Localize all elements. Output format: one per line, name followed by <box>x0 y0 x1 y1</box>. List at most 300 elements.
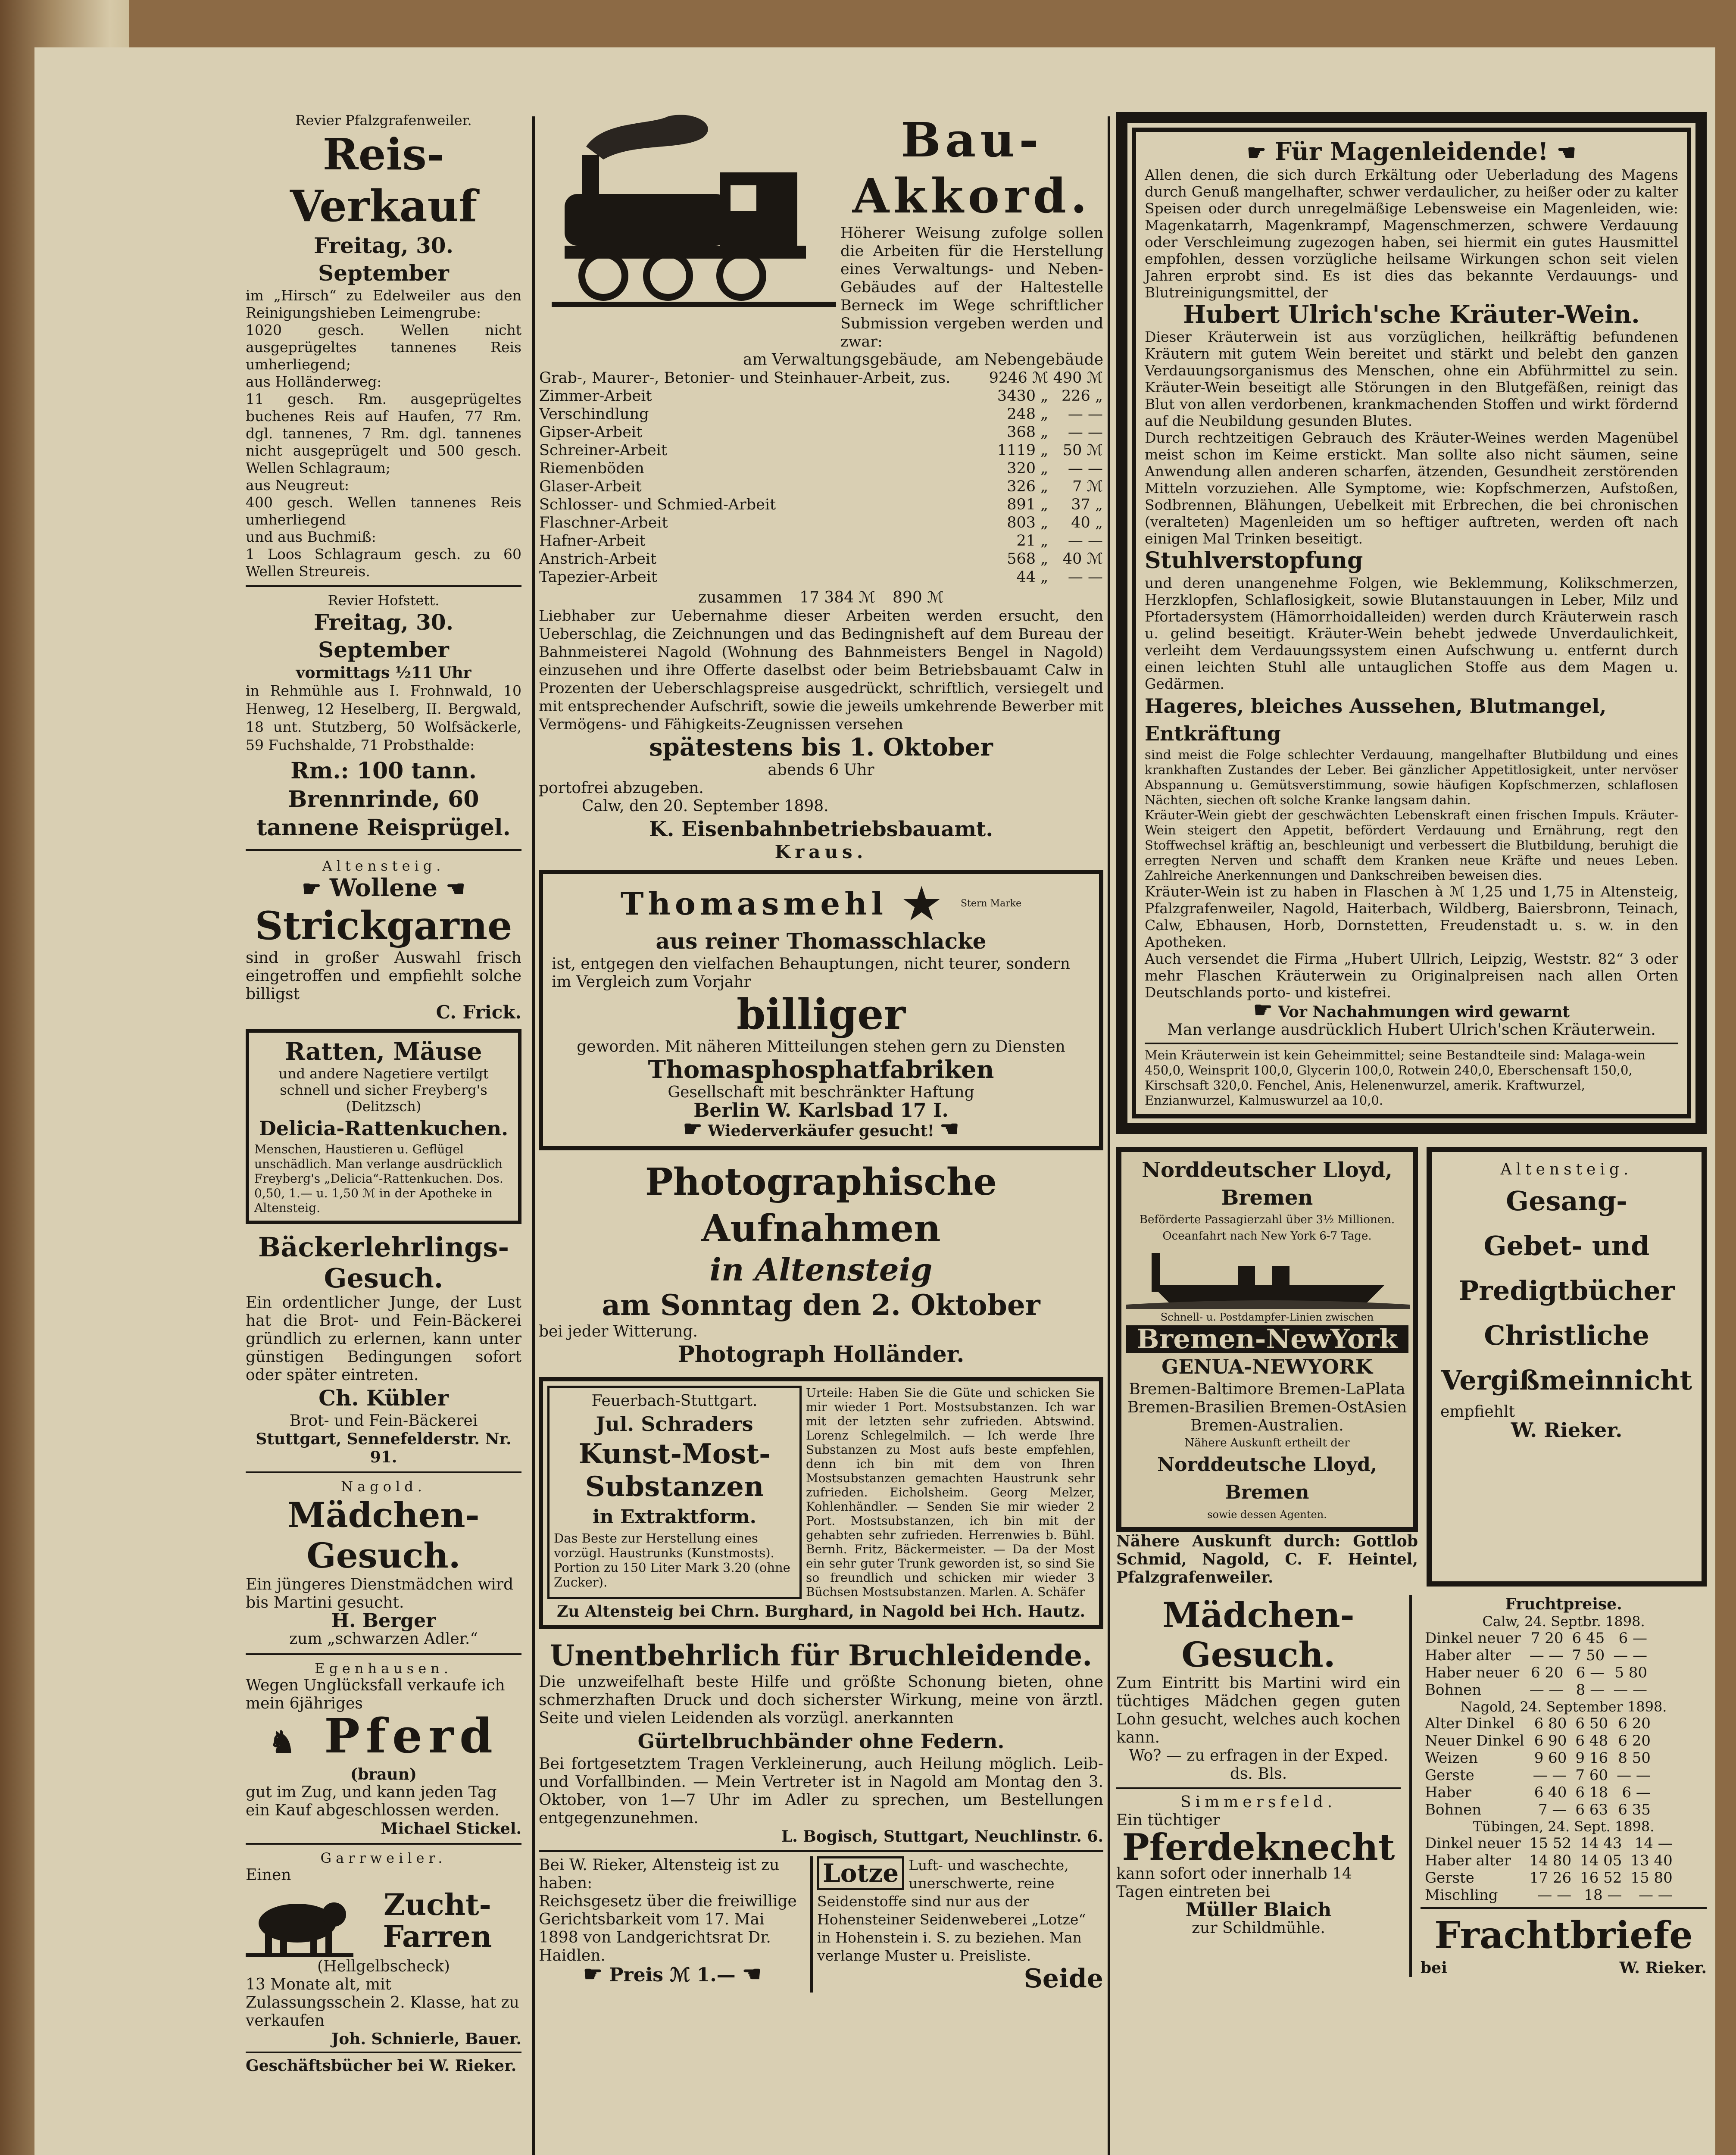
price-row-cell: 5 80 <box>1614 1664 1648 1681</box>
price-row <box>1421 1732 1655 1749</box>
divider <box>246 1653 521 1655</box>
lloyd-agents: sowie dessen Agenten. <box>1207 1508 1327 1521</box>
price-row-cell: 8 — <box>1576 1681 1605 1699</box>
price-row <box>1421 1869 1677 1886</box>
most-firm: Jul. Schraders <box>596 1412 753 1436</box>
price-row-cell: Haber alter <box>1425 1647 1511 1664</box>
divider <box>246 1843 521 1845</box>
price-row-cell: 9 60 <box>1534 1749 1567 1767</box>
bau-row-cell: Zimmer-Arbeit <box>539 387 652 405</box>
divider <box>246 849 521 851</box>
bau-name: Kraus. <box>774 841 868 862</box>
bau-row-cell: 3430 „ <box>997 387 1049 405</box>
thomas-title: Thomasmehl <box>620 885 887 922</box>
thomas-body2: geworden. Mit näheren Mitteilungen stehen gern zu Diensten <box>577 1038 1065 1056</box>
price-row-cell: Haber neuer <box>1425 1664 1520 1681</box>
bau-row <box>539 405 1103 423</box>
magen-warn-text: Vor Nachahmungen wird gewarnt <box>1278 1003 1570 1021</box>
price-row-cell: — — <box>1537 1886 1572 1904</box>
price-row-cell: 6 35 <box>1618 1801 1651 1818</box>
reis-title: Reis-Verkauf <box>290 129 478 231</box>
price-row-cell: 14 80 <box>1529 1852 1572 1869</box>
bau-row-cell: 803 „ <box>1007 514 1049 531</box>
farren-sign: Joh. Schnierle, Bauer. <box>331 2030 521 2048</box>
knecht-body: kann sofort oder innerhalb 14 Tagen eintreten bei <box>1116 1865 1352 1901</box>
bau-row-cell: — — <box>1068 424 1103 441</box>
bau-row-cell: 320 „ <box>1007 460 1049 477</box>
price-row-cell: 6 48 <box>1575 1732 1608 1749</box>
divider <box>246 585 521 587</box>
frucht-tueb: Tübingen, 24. Sept. 1898. <box>1473 1818 1655 1835</box>
price-row-cell: — — <box>1638 1886 1673 1904</box>
lotze-brand: Lotze <box>817 1856 904 1890</box>
bau-intro: Höherer Weisung zufolge sollen die Arbeiten für die Herstellung eines Verwaltungs- und Neben-Gebäudes auf der Haltestelle Berneck im Wege schriftlicher Submission vergeben werden und zwar: <box>840 225 1103 350</box>
bau-row <box>539 550 1103 568</box>
reis-date: Freitag, 30. September <box>313 233 454 286</box>
photo-title: Photographische Aufnahmen <box>645 1160 997 1250</box>
price-row-cell: 16 52 <box>1580 1869 1622 1886</box>
magen-title <box>1145 138 1678 166</box>
lloyd-ad <box>1116 1147 1418 1587</box>
maedchen-place: Nagold. <box>341 1478 426 1495</box>
magen-hager: Hageres, bleiches Aussehen, Blutmangel, Entkräftung <box>1145 694 1607 745</box>
price-row-cell: 6 45 <box>1572 1630 1605 1647</box>
bau-head-b: am Nebengebäude <box>955 351 1103 369</box>
thomas-head <box>552 876 1090 931</box>
most-title: Kunst-Most-Substanzen <box>578 1438 771 1503</box>
farren-title: Zucht-Farren <box>383 1888 492 1954</box>
column-3 <box>1116 112 1707 1977</box>
bau-row-cell: Tapezier-Arbeit <box>539 568 657 586</box>
reichs-body: Reichsgesetz über die freiwillige Gerichtsbarkeit vom 17. Mai 1898 von Landgerichtsrat Dr. Haidlen. <box>539 1893 797 1964</box>
bau-row-cell: 50 ℳ <box>1062 442 1103 459</box>
reichs-intro: Bei W. Rieker, Altensteig ist zu haben: <box>539 1856 780 1892</box>
price-row-cell: 14 43 <box>1580 1835 1622 1852</box>
bau-sign: K. Eisenbahnbetriebsbauamt. <box>649 817 993 841</box>
thomas-body: ist, entgegen den vielfachen Behauptungen, nicht teurer, sondern im Vergleich zum Vorjahr <box>552 955 1070 991</box>
bau-row-cell: Grab-, Maurer-, Betonier- und Steinhauer-Arbeit, zus. <box>539 369 951 387</box>
column-2 <box>539 112 1103 1993</box>
maedchen-addr: zum „schwarzen Adler.“ <box>289 1630 478 1648</box>
column-1 <box>246 112 521 2075</box>
thomas-big: billiger <box>737 990 905 1039</box>
most-form: in Extraktform. <box>593 1506 756 1528</box>
price-row-cell: Haber alter <box>1425 1852 1511 1869</box>
price-row-cell: Dinkel neuer <box>1425 1630 1521 1647</box>
fracht-bei: bei <box>1421 1959 1447 1977</box>
bruch-sign: L. Bogisch, Stuttgart, Neuchlinstr. 6. <box>781 1827 1103 1846</box>
farren-place: Garrweiler. <box>320 1850 447 1866</box>
lloyd-route4: Bremen-Brasilien Bremen-OstAsien <box>1127 1399 1407 1416</box>
frucht-title: Fruchtpreise. <box>1505 1595 1622 1613</box>
maedchen-title: Mädchen-Gesuch. <box>287 1495 480 1576</box>
most-inner <box>547 1386 1095 1599</box>
lotze-body: Luft- und waschechte, unerschwerte, reine Seidenstoffe sind nur aus der Hohensteiner Seidenweberei „Lotze“ in Hohenstein i. S. zu beziehen. Man verlange Muster u. Preisliste. <box>817 1857 1086 1964</box>
price-row-cell: Bohnen <box>1425 1681 1482 1699</box>
bau-row-cell: 44 „ <box>1016 568 1049 586</box>
bau-row-cell: 490 ℳ <box>1053 369 1103 387</box>
frucht-nagold: Nagold, 24. September 1898. <box>1460 1699 1667 1715</box>
bau-title2: Akkord. <box>852 168 1092 224</box>
bruch-product: Gürtelbruchbänder ohne Federn. <box>637 1730 1005 1753</box>
frucht-calw-table <box>1421 1630 1652 1699</box>
strick-place: Altensteig. <box>322 858 445 874</box>
mid-row <box>1116 1147 1707 1587</box>
bau-title1: Bau- <box>901 112 1043 168</box>
bau-row-cell: 40 ℳ <box>1062 550 1103 568</box>
left-bottom <box>1116 1595 1401 1977</box>
magen-warn2: Man verlange ausdrücklich Hubert Ulrich'schen Kräuterwein. <box>1167 1021 1656 1039</box>
price-row-cell: — — <box>1529 1647 1564 1664</box>
baecker-sub: Brot- und Fein-Bäckerei <box>289 1412 478 1430</box>
ratten-product: Delicia-Rattenkuchen. <box>259 1117 509 1140</box>
most-left <box>547 1386 802 1599</box>
bull-icon <box>246 1884 353 1958</box>
price-row-cell: 6 18 <box>1575 1784 1608 1801</box>
price-row-cell: — — <box>1613 1647 1648 1664</box>
bau-row <box>539 568 1103 586</box>
bau-row <box>539 423 1103 441</box>
bau-sum-b: 890 ℳ <box>893 589 944 606</box>
bau-row-cell: 368 „ <box>1007 424 1049 441</box>
bruch-body: Die unzweifelhaft beste Hilfe und größte Schonung bieten, ohne schmerzhaften Druck und doch sicherster Wirkung, meine von ärztl. Seite und vielen Leidenden als vorzügl. anerkannten <box>539 1673 1103 1727</box>
bau-time: abends 6 Uhr <box>768 761 874 779</box>
magen-title-text: Für Magenleidende! <box>1274 137 1549 166</box>
lloyd-info: Nähere Auskunft ertheilt der <box>1184 1437 1350 1449</box>
price-row <box>1421 1647 1652 1664</box>
bau-row <box>539 478 1103 496</box>
strick-sign: C. Frick. <box>436 1002 521 1023</box>
magen-body: Allen denen, die sich durch Erkältung oder Ueberladung des Magens durch Genuß mangelhafter, schwer verdaulicher, zu heißer oder zu kalter Speisen oder durch unregelmäßige Lebensweise ein Magenleiden, wie: Magenkatarrh, Magenkrampf, Magenschmerzen, schwere Verdauung oder Verschleimung zugezogen haben, sei hiermit ein gutes Hausmittel empfohlen, dessen vorzügliche heilsame Wirkungen schon seit vielen Jahren erprobt sind. Es ist dies das bekannte Verdauungs- und Blutreinigungsmittel, der <box>1145 166 1678 301</box>
pferd-sign: Michael Stickel. <box>381 1820 521 1838</box>
lloyd-route2: GENUA-NEWYORK <box>1161 1355 1373 1378</box>
baecker-addr: Stuttgart, Sennefelderstr. Nr. 91. <box>256 1430 512 1466</box>
thomas-sub: aus reiner Thomasschlacke <box>656 928 987 954</box>
lloyd-route5: Bremen-Australien. <box>1190 1417 1344 1434</box>
price-row <box>1421 1664 1652 1681</box>
strick-body: sind in großer Auswahl frisch eingetroffen und empfiehlt solche billigst <box>246 949 521 1003</box>
bau-row-cell: 326 „ <box>1007 478 1049 495</box>
photo-weather: bei jeder Witterung. <box>539 1323 698 1340</box>
bau-row-cell: — — <box>1068 406 1103 423</box>
divider <box>1145 1043 1678 1044</box>
bau-row <box>539 369 1103 387</box>
price-row-cell: 6 20 <box>1530 1664 1564 1681</box>
lloyd-box <box>1116 1147 1418 1532</box>
bau-sum-a: 17 384 ℳ <box>799 589 876 606</box>
strick-title1-text: Wollene <box>329 874 438 902</box>
price-row-cell: 9 16 <box>1575 1749 1608 1767</box>
bau-row <box>539 532 1103 550</box>
bau-row-cell: Hafner-Arbeit <box>539 532 646 550</box>
pointing-hand-icon: ☛ <box>1253 997 1273 1022</box>
thomas-firm: Thomasphosphatfabriken <box>648 1056 994 1084</box>
price-row-cell: 6 — <box>1618 1630 1648 1647</box>
gesang-title: Gesang- Gebet- und Predigtbücher Christliche Vergißmeinnicht <box>1441 1185 1692 1396</box>
bau-row-cell: 40 „ <box>1071 514 1103 531</box>
pointing-hand-icon: ☛ <box>302 876 322 901</box>
most-desc: Das Beste zur Herstellung eines vorzügl. Haustrunks (Kunstmosts). Portion zu 150 Liter Mark 3.20 (ohne Zucker). <box>554 1531 790 1590</box>
reis-body: im „Hirsch“ zu Edelweiler aus den Reinigungshieben Leimengrube: 1020 gesch. Wellen nicht ausgeprügeltes tannenes Reis umherliegend; aus Holländerweg: 11 gesch. Rm. ausgeprügeltes buchenes Reis auf Haufen, 77 Rm. dgl. tannenes, 7 Rm. dgl. tannenes nicht ausgeprügelt und 500 gesch. Wellen Schlagraum; aus Neugreut: 400 gesch. Wellen tannenes Reis umherliegend und aus Buchmiß: 1 Loos Schlagraum gesch. zu 60 Wellen Streureis. <box>246 287 521 580</box>
price-row-cell: Haber <box>1425 1784 1472 1801</box>
magen-body2: Dieser Kräuterwein ist aus vorzüglichen, heilkräftig befundenen Kräutern mit gutem Wein bereitet und stärkt und belebt den ganzen Verdauungsorganismus des Menschen, ohne ein Abführmittel zu sein. Kräuter-Wein beseitigt alle Störungen in den Blutgefäßen, reinigt das Blut von allen verdorbenen, krankmachenden Stoffen und wirkt fördernd auf die Neubildung gesunden Blutes. Durch rechtzeitigen Gebrauch des Kräuter-Weines werden Magenübel meist schon im Keime erstickt. Man sollte also nicht säumen, seine Anwendung allen anderen scharfen, ätzenden, Gesundheit zerstörenden Mitteln vorzuziehen. Alle Symptome, wie: Kopfschmerzen, Aufstoßen, Sodbrennen, Blähungen, Uebelkeit mit Erbrechen, die bei chronischen (veralteten) Magenleiden um so heftiger auftreten, werden oft nach einigen Mal Trinken beseitigt. <box>1145 328 1678 547</box>
knecht-sign: Müller Blaich <box>1185 1899 1332 1921</box>
maedchen-body: Ein jüngeres Dienstmädchen wird bis Martini gesucht. <box>246 1576 514 1612</box>
lloyd-route3: Bremen-Baltimore Bremen-LaPlata <box>1129 1380 1405 1398</box>
baecker-body: Ein ordentlicher Junge, der Lust hat die Brot- und Fein-Bäckerei gründlich zu erlernen, kann unter günstigen Bedingungen sofort oder später eintreten. <box>246 1294 521 1384</box>
price-row-cell: 6 — <box>1622 1784 1651 1801</box>
magen-inner <box>1132 128 1691 1118</box>
column-rule <box>532 116 535 2155</box>
bau-row <box>539 514 1103 532</box>
pointing-hand-icon: ☛ <box>583 1961 603 1986</box>
price-row <box>1421 1715 1655 1732</box>
price-row <box>1421 1630 1652 1647</box>
gesang-empf: empfiehlt <box>1440 1403 1515 1421</box>
ship-icon <box>1126 1244 1408 1309</box>
reichs-price <box>539 1961 806 1986</box>
farren-head <box>246 1884 521 1958</box>
price-row-cell: 6 20 <box>1618 1732 1651 1749</box>
ratten-box <box>246 1029 521 1224</box>
price-row-cell: 17 26 <box>1529 1869 1572 1886</box>
bau-row-cell: 226 „ <box>1061 387 1103 405</box>
ratten-small: Menschen, Haustieren u. Geflügel unschädlich. Man verlange ausdrücklich Freyberg's „Delicia“-Rattenkuchen. Dos. 0,50, 1.— u. 1,50 ℳ in der Apotheke in Altensteig. <box>254 1142 503 1215</box>
photo-date: am Sonntag den 2. Oktober <box>602 1288 1040 1322</box>
bruch-title: Unentbehrlich für Bruchleidende. <box>550 1639 1093 1672</box>
bau-head <box>539 112 1103 351</box>
price-row <box>1421 1784 1655 1801</box>
right-bottom <box>1421 1595 1707 1977</box>
gesang-place: Altensteig. <box>1500 1161 1633 1178</box>
hofstett-body: in Rehmühle aus I. Frohnwald, 10 Henweg, 12 Heselberg, II. Bergwald, 18 unt. Stutzberg, 50 Wolfsäckerle, 59 Fuchshalde, 71 Probsthalde: <box>246 682 521 753</box>
price-row-cell: — — <box>1613 1681 1648 1699</box>
strick-title1 <box>246 874 521 903</box>
magen-box <box>1116 112 1707 1134</box>
knecht-place: Simmersfeld. <box>1180 1793 1337 1811</box>
bau-date: Calw, den 20. September 1898. <box>582 797 829 815</box>
pferd-title <box>246 1708 521 1765</box>
price-row-cell: 15 80 <box>1630 1869 1673 1886</box>
fracht-sign: W. Rieker. <box>1619 1959 1707 1977</box>
price-row-cell: 8 50 <box>1618 1749 1651 1767</box>
bau-row-cell: 21 „ <box>1016 532 1049 550</box>
thomas-box <box>539 870 1103 1150</box>
hofstett-revier: Revier Hofstett. <box>328 592 440 609</box>
price-row-cell: 14 05 <box>1580 1852 1622 1869</box>
price-row-cell: — — <box>1533 1767 1567 1784</box>
fracht-line <box>1421 1959 1707 1977</box>
price-row-cell: 18 — <box>1584 1886 1622 1904</box>
price-row-cell: 7 50 <box>1572 1647 1605 1664</box>
knecht-addr: zur Schildmühle. <box>1192 1919 1325 1937</box>
thomas-mark: Stern Marke <box>960 898 1022 909</box>
lotze-ad <box>817 1856 1103 1993</box>
bruch-body2: Bei fortgesetztem Tragen Verkleinerung, auch Heilung möglich. Leib- und Vorfallbinden. — Mein Vertreter ist in Nagold am Montag den 3. Oktober, von 1—7 Uhr im Adler zu sprechen, um Bestellungen entgegenzunehmen. <box>539 1755 1103 1827</box>
bau-row-cell: 891 „ <box>1007 496 1049 513</box>
divider <box>1409 1595 1412 1977</box>
farren-sub: (Hellgelbscheck) <box>317 1958 450 1975</box>
hofstett-time: vormittags ½11 Uhr <box>296 664 471 682</box>
bau-row-cell: — — <box>1068 568 1103 586</box>
price-row-cell: 6 50 <box>1575 1715 1608 1732</box>
ratten-title: Ratten, Mäuse <box>285 1037 482 1066</box>
bau-row-cell: Schlosser- und Schmied-Arbeit <box>539 496 776 513</box>
bau-row-cell: Schreiner-Arbeit <box>539 442 667 459</box>
thomas-wieder <box>552 1116 1090 1141</box>
maedchen2-body: Zum Eintritt bis Martini wird ein tüchtiges Mädchen gegen guten Lohn gesucht, welches auch kochen kann. <box>1116 1674 1401 1746</box>
photo-sign: Photograph Holländer. <box>678 1341 965 1368</box>
bottom-row <box>539 1856 1103 1993</box>
bau-row <box>539 387 1103 405</box>
price-row-cell: 6 40 <box>1534 1784 1567 1801</box>
bau-row-cell: 248 „ <box>1007 406 1049 423</box>
bau-row-cell: — — <box>1068 532 1103 550</box>
price-row <box>1421 1749 1655 1767</box>
thomas-addr: Berlin W. Karlsbad 17 I. <box>693 1099 949 1121</box>
hofstett-offer: Rm.: 100 tann. Brennrinde, 60 tannene Reisprügel. <box>256 758 511 841</box>
farren-body: 13 Monate alt, mit Zulassungsschein 2. Klasse, hat zu verkaufen <box>246 1976 519 2030</box>
pointing-hand-icon: ☚ <box>1557 140 1576 165</box>
price-row-cell: Gerste <box>1425 1767 1474 1784</box>
price-row-cell: Alter Dinkel <box>1425 1715 1514 1732</box>
divider <box>1116 1787 1401 1789</box>
pointing-hand-icon: ☚ <box>940 1116 959 1141</box>
newspaper-page <box>34 47 1715 2155</box>
strick-title2: Strickgarne <box>255 903 512 949</box>
magen-body5: Kräuter-Wein ist zu haben in Flaschen à ℳ 1,25 und 1,75 in Altensteig, Pfalzgrafenweiler, Nagold, Haiterbach, Wildberg, Baiersbronn, Teinach, Calw, Ebhausen, Horb, Dornstetten, Freudenstadt u. s. w. in den Apotheken. Auch versendet die Firma „Hubert Ullrich, Leipzig, Weststr. 82“ 3 oder mehr Flaschen Kräuterwein zu Originalpreisen nach allen Orten Deutschlands porto- und kistefrei. <box>1145 883 1678 1001</box>
price-row-cell: 6 90 <box>1534 1732 1567 1749</box>
divider <box>246 1471 521 1473</box>
pferd-title-text: Pferd <box>324 1708 499 1764</box>
lloyd-ocean: Oceanfahrt nach New York 6-7 Tage. <box>1162 1230 1372 1243</box>
knecht-intro: Ein tüchtiger <box>1116 1811 1220 1829</box>
bau-row <box>539 459 1103 478</box>
price-row-cell: 6 63 <box>1575 1801 1608 1818</box>
thomas-wieder-text: Wiederverkäufer gesucht! <box>708 1122 934 1140</box>
price-row-cell: 6 20 <box>1618 1715 1651 1732</box>
pointing-hand-icon: ☛ <box>683 1116 703 1141</box>
lloyd-firm: Norddeutsche Lloyd, Bremen <box>1157 1454 1377 1503</box>
divider <box>810 1856 813 1993</box>
bau-sum <box>539 589 1103 607</box>
pferd-intro: Wegen Unglücksfall verkaufe ich mein 6jähriges <box>246 1677 505 1712</box>
baecker-title: Bäckerlehrlings-Gesuch. <box>258 1231 509 1294</box>
price-row-cell: Neuer Dinkel <box>1425 1732 1524 1749</box>
hofstett-date: Freitag, 30. September <box>313 609 454 662</box>
bau-row-cell: Gipser-Arbeit <box>539 424 643 441</box>
knecht-title: Pferdeknecht <box>1122 1826 1395 1868</box>
pointing-hand-icon: ☚ <box>446 876 465 901</box>
bau-row-cell: Verschindlung <box>539 406 649 423</box>
bau-row-cell: 37 „ <box>1071 496 1103 513</box>
bau-head-a: am Verwaltungsgebäude, <box>743 351 943 369</box>
bau-row-cell: 9246 ℳ <box>989 369 1049 387</box>
gesang-box <box>1427 1147 1707 1587</box>
price-row-cell: 14 — <box>1634 1835 1673 1852</box>
bau-columns-head <box>539 351 1103 369</box>
footer-geschaeftsbuecher: Geschäftsbücher bei W. Rieker. <box>246 2057 517 2075</box>
thomas-firm2: Gesellschaft mit beschränkter Haftung <box>668 1084 974 1101</box>
most-box <box>539 1377 1103 1629</box>
bau-row <box>539 441 1103 459</box>
price-row <box>1421 1835 1677 1852</box>
horse-icon: ♞ <box>269 1724 302 1760</box>
pointing-hand-icon: ☛ <box>1247 140 1266 165</box>
bau-deadline: spätestens bis 1. Oktober <box>649 733 993 762</box>
baecker-sign: Ch. Kübler <box>318 1385 449 1411</box>
bau-row-cell: Flaschner-Arbeit <box>539 514 668 531</box>
lotze-seide: Seide <box>1024 1964 1103 1994</box>
fracht-title: Frachtbriefe <box>1434 1914 1693 1957</box>
divider <box>246 2052 521 2053</box>
maedchen-sign: H. Berger <box>331 1610 436 1632</box>
farren-intro: Einen <box>246 1866 291 1884</box>
star-icon: ★ <box>900 876 943 931</box>
magen-product: Hubert Ulrich'sche Kräuter-Wein. <box>1183 300 1640 329</box>
pferd-body: gut im Zug, und kann jeden Tag ein Kauf abgeschlossen werden. <box>246 1783 500 1819</box>
divider <box>1421 1907 1707 1909</box>
ratten-body: und andere Nagetiere vertilgt schnell und sicher Freyberg's (Delitzsch) <box>278 1065 489 1115</box>
most-testimonial: Urteile: Haben Sie die Güte und schicken Sie mir wieder 1 Port. Mostsubstanzen. Ich war mit der letzten sehr zufrieden. Abtswind. Lorenz Schlegelmilch. — Ich werde Ihre Substanzen zu Most aufs beste empfehlen, denn ich bin mit dem von Ihren Mostsubstanzen gemachten Haustrunk sehr zufrieden. Eicholsheim. Georg Melzer, Kohlenhändler. — Senden Sie mir wieder 2 Port. Mostsubstanzen, ich bin mit der gehabten sehr zufrieden. Herrenwies b. Bühl. Bernh. Fritz, Bäckermeister. — Da der Most ein sehr guter Trunk geworden ist, so sind Sie so freundlich und schicken mir wieder 3 Büchsen Mostsubstanzen. Marlen. A. Schäfer <box>806 1386 1095 1599</box>
price-row-cell: 7 60 <box>1575 1767 1608 1784</box>
bau-sum-label: zusammen <box>698 589 783 606</box>
pferd-place: Egenhausen. <box>315 1660 453 1677</box>
price-row-cell: — — <box>1529 1681 1564 1699</box>
most-place: Feuerbach-Stuttgart. <box>591 1392 758 1410</box>
reichs-price-text: Preis ℳ 1.— <box>609 1964 736 1986</box>
lloyd-local: Nähere Auskunft durch: Gottlob Schmid, Nagold, C. F. Heintel, Pfalzgrafenweiler. <box>1116 1532 1418 1587</box>
price-row-cell: 15 52 <box>1529 1835 1572 1852</box>
bau-row-cell: Riemenböden <box>539 460 644 477</box>
bau-intro-box <box>840 112 1103 351</box>
frucht-calw: Calw, 24. Septbr. 1898. <box>1482 1613 1645 1630</box>
locomotive-icon <box>539 112 840 328</box>
bau-row-cell: Glaser-Arbeit <box>539 478 642 495</box>
price-row-cell: 6 — <box>1576 1664 1605 1681</box>
photo-place: in Altensteig <box>709 1251 933 1288</box>
frucht-tueb-table <box>1421 1835 1677 1904</box>
frucht-nagold-table <box>1421 1715 1655 1818</box>
price-row <box>1421 1801 1655 1818</box>
bau-table <box>539 369 1103 586</box>
maedchen2-title: Mädchen-Gesuch. <box>1162 1595 1355 1675</box>
price-row-cell: 7 — <box>1538 1801 1567 1818</box>
maedchen2-wo: Wo? — zu erfragen in der Exped. ds. Bls. <box>1128 1747 1389 1783</box>
gesang-sign: W. Rieker. <box>1511 1418 1623 1442</box>
bau-row-cell: 7 ℳ <box>1072 478 1103 495</box>
pferd-sub: (braun) <box>350 1765 417 1783</box>
bau-porto: portofrei abzugeben. <box>539 779 704 797</box>
price-row-cell: Bohnen <box>1425 1801 1482 1818</box>
price-row-cell: — — <box>1617 1767 1651 1784</box>
lloyd-route1: Bremen-NewYork <box>1126 1325 1408 1353</box>
price-row-cell: Mischling <box>1425 1886 1498 1904</box>
price-row-cell: 13 40 <box>1630 1852 1673 1869</box>
magen-body3: und deren unangenehme Folgen, wie Beklemmung, Kolikschmerzen, Herzklopfen, Schlaflosigkeit, sowie Blutanstauungen in Leber, Milz und Pfortadersystem (Hämorrhoidalleiden) werden durch Kräuterwein rasch u. gelind beseitigt. Kräuter-Wein behebt jedwede Unverdaulichkeit, verleiht dem Verdauungssystem einen Aufschwung u. entfernt durch einen leichten Stuhl alle untauglichen Stoffe aus dem Magen u. Gedärmen. <box>1145 575 1678 692</box>
bau-body: Liebhaber zur Uebernahme dieser Arbeiten werden ersucht, den Ueberschlag, die Zeichnungen und das Bedingnisheft auf dem Bureau der Bahnmeisterei Nagold (Wohnung des Bahnmeisters Bengel in Nagold) einzusehen und ihre Offerte daselbst oder beim Betriebsbauamt Calw in Prozenten der Ueberschlagspreise ausgedrückt, schriftlich, versiegelt und mit entsprechender Aufschrift, sowie die jeweils umkehrende Bewerber mit Vermögens- und Fähigkeits-Zeugnissen versehen <box>539 607 1103 733</box>
price-row <box>1421 1886 1677 1904</box>
price-row-cell: Gerste <box>1425 1869 1474 1886</box>
bau-row <box>539 496 1103 514</box>
magen-warn <box>1145 997 1678 1022</box>
magen-recipe: Mein Kräuterwein ist kein Geheimmittel; seine Bestandteile sind: Malaga-wein 450,0, Weinsprit 100,0, Glycerin 100,0, Rotwein 240,0, Eberschensaft 150,0, Kirschsaft 320,0. Fenchel, Anis, Helenenwurzel, amerik. Kraftwurzel, Enzianwurzel, Kalmuswurzel aa 10,0. <box>1145 1048 1645 1108</box>
bau-row-cell: 568 „ <box>1007 550 1049 568</box>
bau-row-cell: Anstrich-Arbeit <box>539 550 657 568</box>
lloyd-sub: Beförderte Passagierzahl über 3½ Millionen. <box>1139 1213 1395 1226</box>
bottom-row-3 <box>1116 1595 1707 1977</box>
divider <box>539 1850 1103 1852</box>
